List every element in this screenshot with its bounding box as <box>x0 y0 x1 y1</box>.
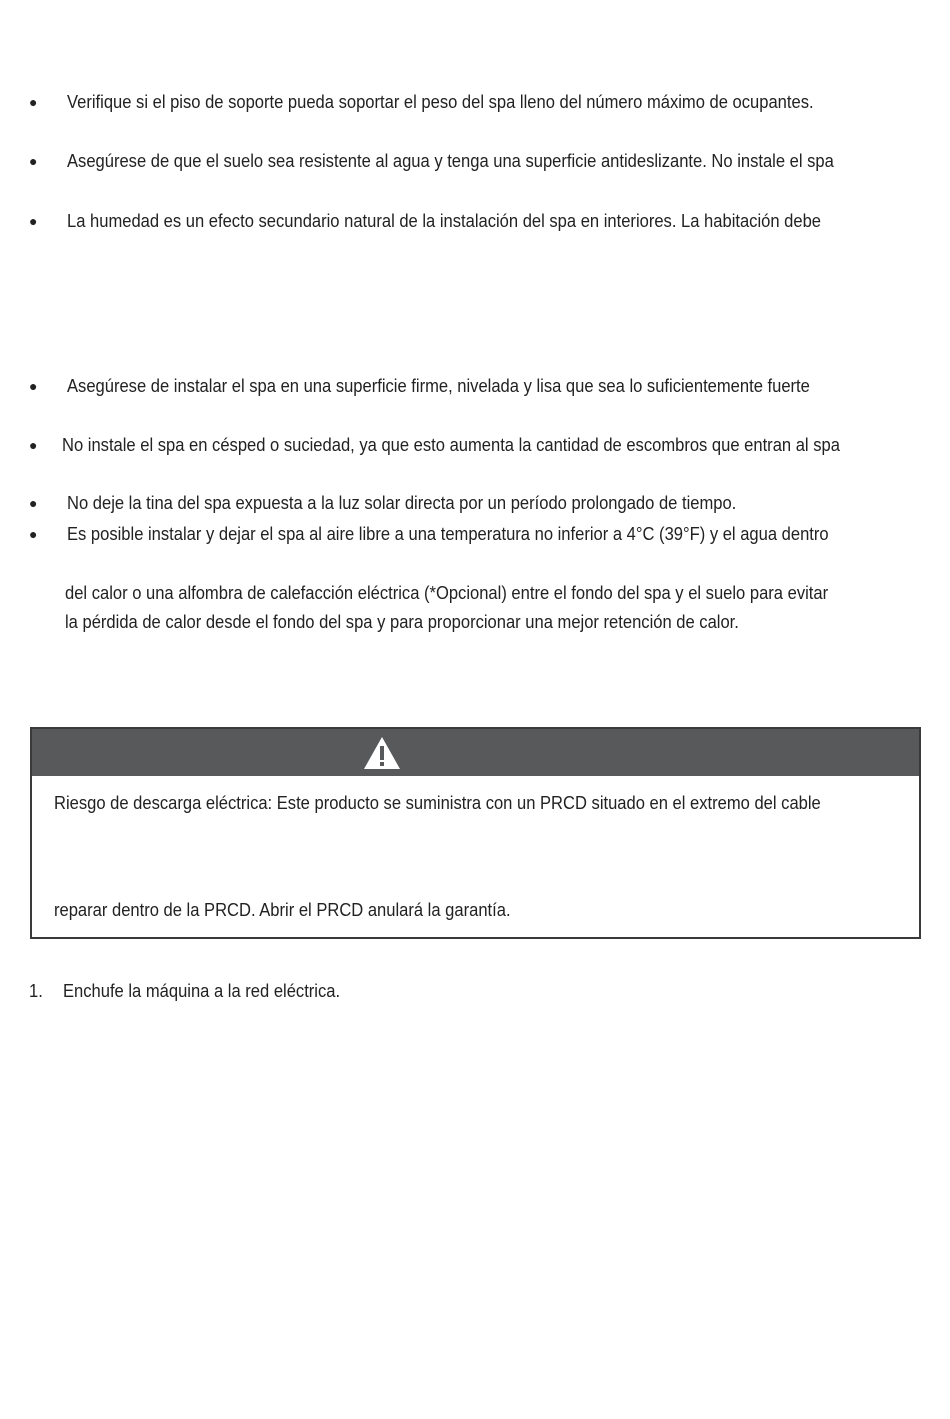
warning-box <box>30 727 921 939</box>
bullet-text-no-grass: No instale el spa en césped o suciedad, ya que esto aumenta la cantidad de escombros que entran al spa <box>62 435 840 455</box>
bullet-text-outdoor-temperature: Es posible instalar y dejar el spa al aire libre a una temperatura no inferior a 4°C (39°F) y el agua dentro <box>67 524 829 544</box>
warning-header <box>32 729 919 776</box>
warning-triangle-icon <box>362 735 402 771</box>
bullet-marker: ● <box>29 437 38 453</box>
bullet-text-support-floor: Verifique si el piso de soporte pueda soportar el peso del spa lleno del número máximo de ocupantes. <box>67 92 814 112</box>
warning-text-line: Riesgo de descarga eléctrica: Este producto se suministra con un PRCD situado en el extremo del cable <box>54 793 821 813</box>
bullet-text-firm-surface: Asegúrese de instalar el spa en una superficie firme, nivelada y lisa que sea lo suficientemente fuerte <box>67 376 810 396</box>
bullet-marker: ● <box>29 153 38 169</box>
bullet-marker: ● <box>29 378 38 394</box>
bullet-text-sunlight: No deje la tina del spa expuesta a la luz solar directa por un período prolongado de tiempo. <box>67 493 737 513</box>
bullet-marker: ● <box>29 495 38 511</box>
bullet-marker: ● <box>29 526 38 542</box>
bullet-text-humidity: La humedad es un efecto secundario natural de la instalación del spa en interiores. La habitación debe <box>67 211 821 231</box>
paragraph-line: la pérdida de calor desde el fondo del spa y para proporcionar una mejor retención de calor. <box>65 612 739 632</box>
bullet-text-water-resistant-floor: Asegúrese de que el suelo sea resistente al agua y tenga una superficie antideslizante. No instale el spa <box>67 151 834 171</box>
warning-text-line: reparar dentro de la PRCD. Abrir el PRCD anulará la garantía. <box>54 900 511 920</box>
step-number: 1. <box>29 981 43 1001</box>
bullet-marker: ● <box>29 213 38 229</box>
step-text: Enchufe la máquina a la red eléctrica. <box>63 981 341 1001</box>
bullet-marker: ● <box>29 94 38 110</box>
paragraph-line: del calor o una alfombra de calefacción eléctrica (*Opcional) entre el fondo del spa y el suelo para evitar <box>65 583 829 603</box>
